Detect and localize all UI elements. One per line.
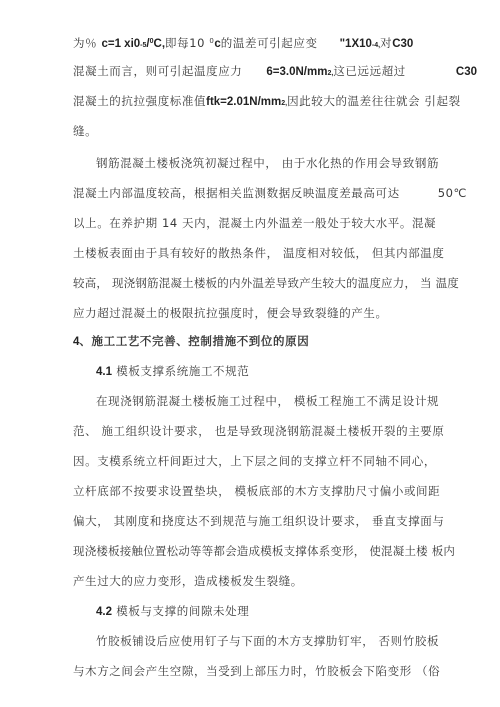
- paragraph-line: [73, 246, 445, 260]
- text-segment: 偏大， 其刚度和挠度达不到规范与施工组织设计要求， 垂直支撑面与: [73, 514, 445, 528]
- heading-text: 模板支撑系统施工不规范: [112, 364, 250, 378]
- text-segment: 应力超过混凝土的极限抗拉强度时，便会导致裂缝的产生。: [73, 306, 388, 320]
- paragraph-line: [73, 186, 467, 200]
- heading-number: 4: [73, 336, 80, 348]
- text-segment: 钢筋混凝土楼板浇筑初凝过程中， 由于水化热的作用会导致钢筋: [96, 156, 440, 170]
- text-segment: c=1 xi0: [101, 38, 141, 50]
- text-segment: 产生过大的应力变形，造成楼板发生裂缝。: [73, 574, 303, 588]
- text-segment: C30: [392, 38, 414, 50]
- text-segment: 以上。在养护期 14 天内，混凝土内外温差一般处于较大水平。混凝: [73, 216, 437, 230]
- text-segment: 混凝土内部温度较高，根据相关监测数据反映温度差最高可达: [73, 186, 400, 200]
- paragraph-line: [73, 94, 461, 111]
- text-segment: 6=3.0N/mm: [266, 66, 328, 78]
- text-segment: 混凝土的抗拉强度标准值: [73, 94, 207, 108]
- text-segment: 0: [149, 38, 154, 45]
- paragraph-line: [73, 514, 445, 528]
- paragraph-line: [96, 156, 439, 170]
- heading-number: 4.1: [96, 366, 112, 378]
- paragraph-line: [73, 664, 440, 678]
- text-segment: 50℃: [437, 186, 468, 200]
- paragraph-line: [73, 484, 440, 498]
- text-segment: 现浇楼板接触位置松动等等都会造成模板支撑体系变形， 使混凝土楼 板内: [73, 544, 456, 558]
- text-segment: 的温差可引起应变: [220, 36, 318, 50]
- paragraph-line: [73, 276, 459, 290]
- text-segment: 立杆底部不按要求设置垫块， 模板底部的木方支撑肋尺寸偏小或间距: [73, 484, 441, 498]
- text-segment: 在现浇钢筋混凝土楼板施工过程中， 模板工程施工不满足设计规: [96, 394, 440, 408]
- text-segment: 与木方之间会产生空隙，当受到上部压力时，竹胶板会下陷变形 （俗: [73, 664, 441, 678]
- text-segment: 因此较大的温差往往就会 引起裂: [287, 94, 461, 108]
- text-segment: C,: [153, 38, 166, 50]
- text-segment: 2,: [327, 70, 334, 77]
- paragraph-line: [73, 64, 477, 81]
- text-segment: C30: [455, 66, 478, 78]
- text-segment: 较高， 现浇钢筋混凝土楼板的内外温差导致产生较大的温度应力， 当 温度: [73, 276, 459, 290]
- text-segment: 土楼板表面由于具有较好的散热条件， 温度相对较低， 但其内部温度: [73, 246, 445, 260]
- paragraph-line: [96, 394, 439, 408]
- text-segment: /: [146, 38, 150, 50]
- paragraph-line: [73, 216, 436, 230]
- paragraph-line: [73, 544, 455, 558]
- text-segment: 竹胶板铺设后应使用钉子与下面的木方支撑肋钉牢， 否则竹胶板: [96, 634, 440, 648]
- text-segment: 即每10: [165, 36, 210, 50]
- subsection-heading: [96, 364, 249, 379]
- subsection-heading: [96, 604, 249, 619]
- paragraph-line: [73, 424, 445, 438]
- text-segment: 缝。: [73, 124, 98, 138]
- text-segment: 对: [380, 36, 393, 50]
- text-segment: "1X10: [339, 38, 372, 50]
- text-segment: 0: [209, 37, 215, 45]
- paragraph-line: [73, 574, 303, 588]
- text-segment: ftk=2.01N/mm: [206, 96, 282, 108]
- text-segment: 因。支模系统立杆间距过大，上下层之间的支撑立杆不同轴不同心，: [73, 454, 436, 468]
- text-segment: 混凝土而言，则可引起温度应力: [73, 64, 243, 78]
- text-segment: 这已远远超过: [333, 64, 406, 78]
- text-segment: 为％: [73, 36, 102, 50]
- paragraph-line: [73, 454, 436, 468]
- text-segment: -4,: [371, 42, 381, 49]
- heading-number: 4.2: [96, 606, 112, 618]
- text-segment: c: [214, 38, 221, 50]
- text-segment: 2,: [281, 100, 288, 107]
- heading-text: 、施工工艺不完善、控制措施不到位的原因: [79, 334, 310, 348]
- paragraph-line: [96, 634, 439, 648]
- text-segment: 范、 施工组织设计要求， 也是导致现浇钢筋混凝土楼板开裂的主要原: [73, 424, 445, 438]
- paragraph-line: [73, 306, 388, 320]
- section-heading: [73, 334, 309, 349]
- text-segment: -5: [140, 42, 147, 49]
- paragraph-line: [73, 34, 413, 53]
- heading-text: 模板与支撑的间隙未处理: [112, 604, 250, 618]
- paragraph-line: [73, 124, 97, 138]
